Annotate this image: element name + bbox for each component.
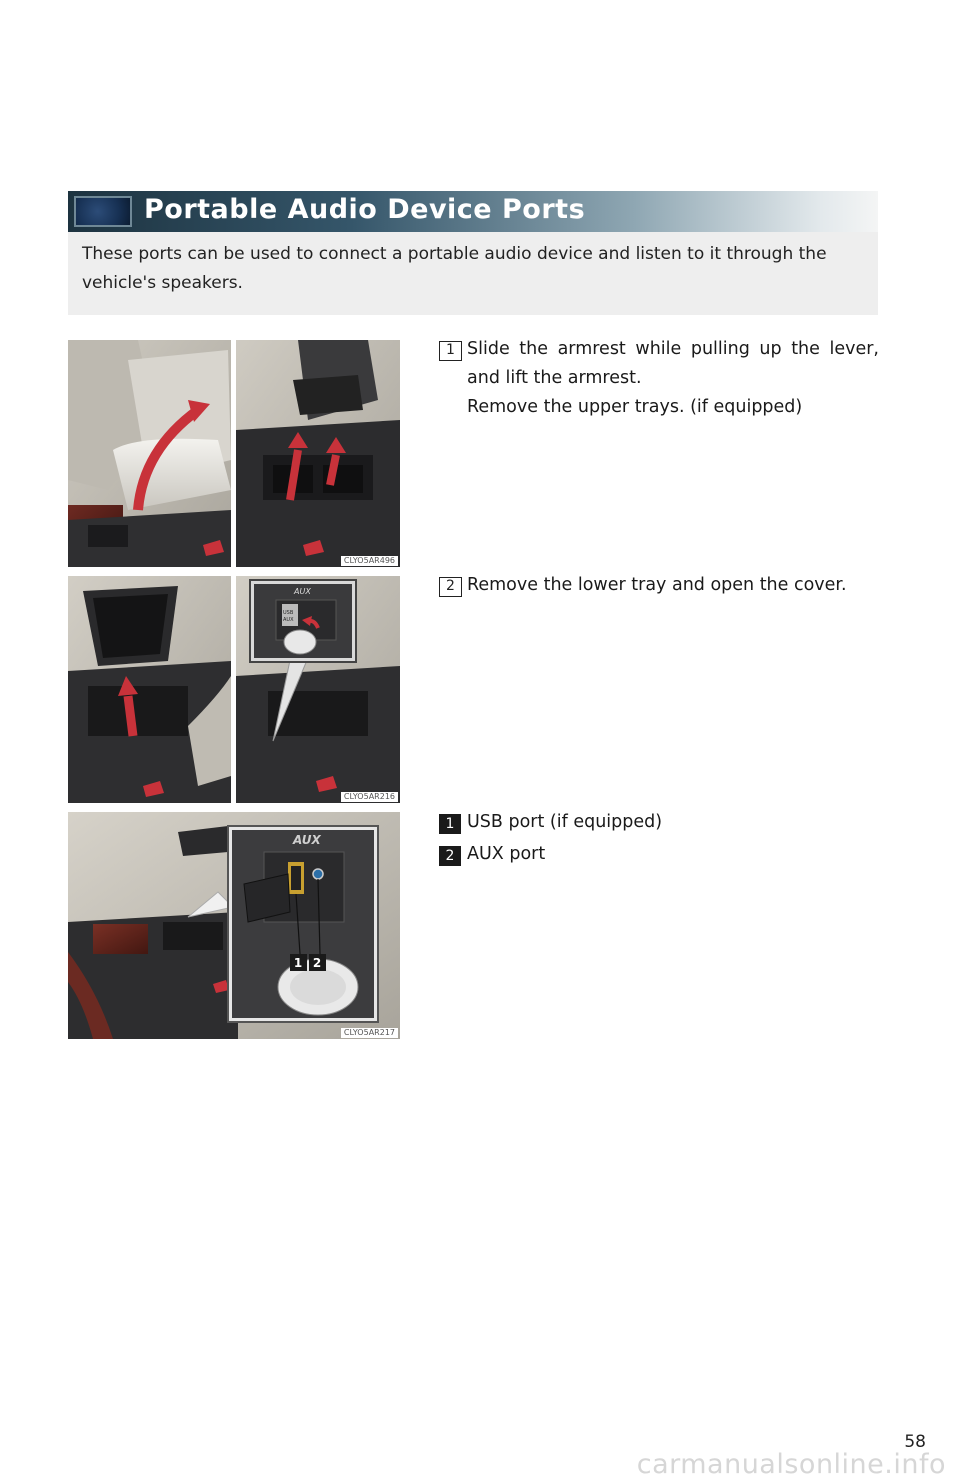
- inset-callout-2: 2: [312, 956, 322, 970]
- callout-marker-2: 2: [439, 846, 461, 866]
- header-emblem-icon: [74, 196, 132, 227]
- inset-label-aux: AUX: [294, 587, 311, 596]
- usb-port-label: USB port (if equipped): [467, 812, 663, 832]
- image-code: CLYO5AR496: [341, 556, 398, 566]
- illustration-armrest: [68, 340, 400, 567]
- illustration-lower-tray: [68, 576, 400, 803]
- image-code: CLYO5AR216: [341, 792, 398, 802]
- inset-label-usb: USB: [283, 610, 294, 616]
- image-code: CLYO5AR217: [341, 1028, 398, 1038]
- step-marker-2: 2: [439, 577, 462, 597]
- page-number: 58: [904, 1432, 926, 1452]
- inset-title-aux: AUX: [293, 833, 321, 847]
- ports-illustration: [68, 812, 400, 1039]
- section-title: Portable Audio Device Ports: [144, 194, 586, 225]
- inset-label-aux-2: AUX: [283, 617, 294, 623]
- watermark: carmanualsonline.info: [636, 1449, 946, 1480]
- callout-marker-1: 1: [439, 814, 461, 834]
- illustration-ports: [68, 812, 400, 1039]
- intro-text: These ports can be used to connect a portable audio device and listen to it through the vehicle's speakers.: [68, 232, 878, 315]
- inset-callout-1: 1: [293, 956, 303, 970]
- step-1-text-b: Remove the upper trays. (if equipped): [467, 397, 803, 417]
- armrest-illustration: [68, 340, 400, 567]
- lower-tray-illustration: [68, 576, 400, 803]
- aux-port-label: AUX port: [467, 844, 546, 864]
- step-2-text: Remove the lower tray and open the cover.: [467, 575, 847, 595]
- section-header: [68, 191, 878, 232]
- step-marker-1: 1: [439, 341, 462, 361]
- step-1-text-a: Slide the armrest while pulling up the lever, and lift the armrest.: [467, 339, 879, 388]
